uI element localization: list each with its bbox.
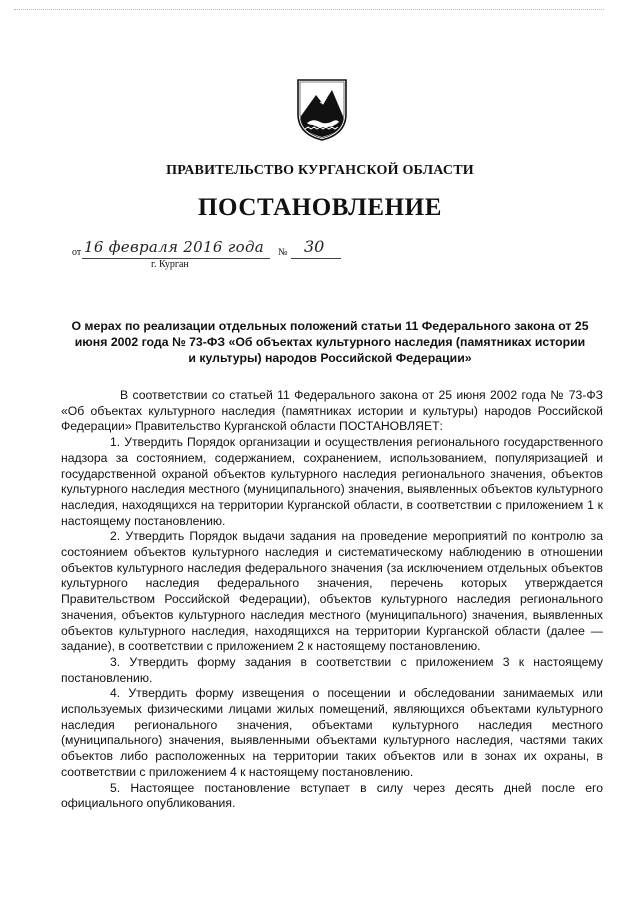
clause-3-paragraph: 3. Утвердить форму задания в соответствии с приложением 3 к настоящему постановлению. (61, 654, 603, 685)
document-body (61, 388, 603, 812)
scan-artifact-line (14, 9, 604, 10)
city-label: г. Курган (151, 259, 189, 270)
date-prefix-label: от (72, 247, 82, 258)
government-name: ПРАВИТЕЛЬСТВО КУРГАНСКОЙ ОБЛАСТИ (166, 163, 474, 178)
clause-2-paragraph: 2. Утвердить Порядок выдачи задания на проведение мероприятий по контролю за состоянием объектов культурного наследия и систематическому наблюдению в отношении объектов культурного наследия федерального значения (за исключением отдельных объектов культурного наследия федерального значения, перечень которых утверждается Правительством Российской Федерации), объектов культурного наследия регионального значения, объектов культурного наследия местного (муниципального) значения, выявленных объектов культурного наследия, находящихся на территории Курганской области (далее — задание), в соответствии с приложением 2 к настоящему постановлению. (61, 529, 603, 654)
document-type-title: ПОСТАНОВЛЕНИЕ (197, 194, 443, 221)
handwritten-date: 16 февраля 2016 года (84, 238, 265, 256)
clause-1-paragraph: 1. Утвердить Порядок организации и осуществления регионального государственного надзора за состоянием, содержанием, сохранением, использованием, популяризацией и государственной охраной объектов культурного наследия регионального значения, объектов культурного наследия местного (муниципального) значения, выявленных объектов культурного наследия, находящихся на территории Курганской области, в соответствии с приложением 1 к настоящему постановлению. (61, 435, 603, 528)
handwritten-number: 30 (304, 237, 325, 256)
preamble-paragraph: В соответствии со статьей 11 Федерального закона от 25 июня 2002 года № 73-ФЗ «Об объектах культурного наследия (памятниках истории и культуры) народов Российской Федерации» Правительство Курганской области ПОСТАНОВЛЯЕТ: (61, 388, 603, 434)
kurgan-coat-of-arms-icon (296, 78, 348, 142)
clause-4-paragraph: 4. Утвердить форму извещения о посещении и обследовании занимаемых или используемых физическими лицами жилых помещений, являющихся объектами культурного наследия регионального значения, объектами культурного наследия местного (муниципального) значения, выявленными объектами культурного наследия, частями таких объектов либо расположенных на территории таких объектов или в зонах их охраны, в соответствии с приложением 4 к настоящему постановлению. (61, 686, 603, 779)
number-underline (291, 258, 341, 259)
number-label: № (278, 247, 288, 258)
document-subject: О мерах по реализации отдельных положений статьи 11 Федерального закона от 25 июня 2002 года № 73-ФЗ «Об объектах культурного наследия (памятниках истории и культуры) народов Российской Федерации» (71, 319, 589, 365)
clause-5-paragraph: 5. Настоящее постановление вступает в силу через десять дней после его официального опубликования. (61, 780, 603, 811)
